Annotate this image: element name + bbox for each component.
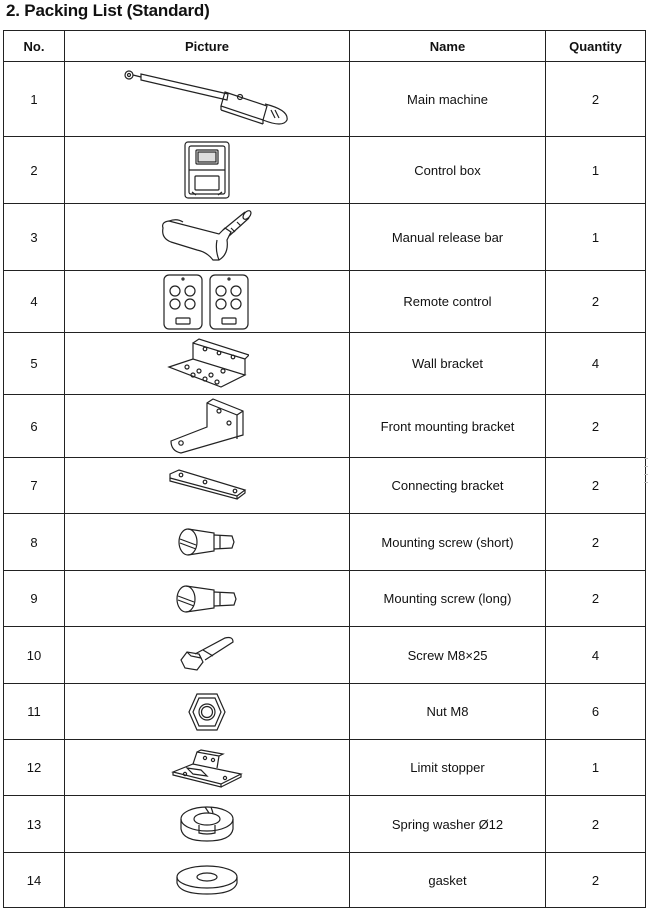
table-row [4,204,646,271]
item-quantity: 2 [546,62,646,137]
item-name: Connecting bracket [350,458,546,514]
item-name: Screw M8×25 [350,627,546,684]
row-number: 12 [4,740,65,796]
row-number: 8 [4,514,65,571]
item-quantity: 4 [546,627,646,684]
item-name: Main machine [350,62,546,137]
column-header-picture: Picture [65,31,350,62]
table-row [4,684,646,740]
item-quantity: 1 [546,137,646,204]
column-header-quantity: Quantity [546,31,646,62]
item-quantity: 2 [546,271,646,333]
item-name: Nut M8 [350,684,546,740]
item-name: Spring washer Ø12 [350,796,546,853]
table-header-row [4,31,646,62]
table-row [4,395,646,458]
row-number: 2 [4,137,65,204]
table-row [4,62,646,137]
table-row [4,271,646,333]
table-row [4,458,646,514]
item-name: Limit stopper [350,740,546,796]
section-heading: 2. Packing List (Standard) [6,1,210,20]
table-row [4,627,646,684]
item-quantity: 2 [546,458,646,514]
item-quantity: 1 [546,204,646,271]
table-row [4,514,646,571]
item-name: Wall bracket [350,333,546,395]
manual-release-bar-icon [157,206,257,268]
margin-mark [644,474,648,475]
row-number: 6 [4,395,65,458]
hex-screw-icon [177,632,237,678]
row-number: 5 [4,333,65,395]
item-name: Control box [350,137,546,204]
long-screw-icon [174,582,240,616]
row-number: 3 [4,204,65,271]
main-machine-icon [117,66,297,132]
remote-control-icon [162,273,252,331]
packing-list-table [3,30,646,908]
table-row [4,137,646,204]
table-row [4,740,646,796]
item-quantity: 2 [546,395,646,458]
item-name: Mounting screw (long) [350,571,546,627]
table-row [4,571,646,627]
control-box-icon [182,140,232,200]
wall-bracket-icon [165,337,249,391]
connecting-bracket-icon [167,466,247,506]
spring-washer-icon [177,803,237,845]
margin-mark [644,458,648,459]
item-quantity: 2 [546,571,646,627]
margin-mark [644,466,648,467]
column-header-no: No. [4,31,65,62]
item-quantity: 2 [546,853,646,908]
row-number: 4 [4,271,65,333]
item-quantity: 4 [546,333,646,395]
item-quantity: 6 [546,684,646,740]
row-number: 11 [4,684,65,740]
row-number: 10 [4,627,65,684]
item-quantity: 2 [546,796,646,853]
item-name: Remote control [350,271,546,333]
row-number: 14 [4,853,65,908]
item-quantity: 2 [546,514,646,571]
item-quantity: 1 [546,740,646,796]
item-name: gasket [350,853,546,908]
front-mounting-bracket-icon [167,397,247,455]
table-row [4,853,646,908]
row-number: 7 [4,458,65,514]
margin-mark [644,482,648,483]
limit-stopper-icon [171,748,243,788]
short-screw-icon [176,525,238,559]
item-name: Manual release bar [350,204,546,271]
row-number: 13 [4,796,65,853]
gasket-icon [174,863,240,897]
item-name: Front mounting bracket [350,395,546,458]
hex-nut-icon [187,691,227,733]
column-header-name: Name [350,31,546,62]
row-number: 1 [4,62,65,137]
table-row [4,796,646,853]
row-number: 9 [4,571,65,627]
table-row [4,333,646,395]
item-name: Mounting screw (short) [350,514,546,571]
